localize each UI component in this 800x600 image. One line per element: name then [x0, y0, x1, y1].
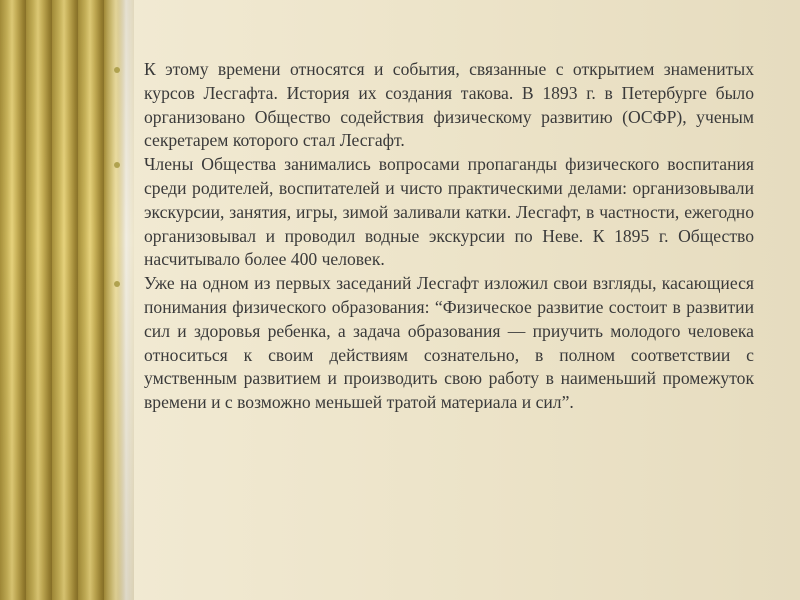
bullet-dot-icon [114, 67, 120, 73]
bullet-item-1 [112, 58, 754, 153]
bullet-dot-icon [114, 281, 120, 287]
bullet-dot-icon [114, 162, 120, 168]
bullet-item-2 [112, 153, 754, 272]
bullet-text-2: Члены Общества занимались вопросами пропаганды физического воспитания среди родителей, воспитателей и чисто практическими делами: организовывали экскурсии, занятия, игры, зимой заливали катки. Лесгафт, в частности, ежегодно организовывал и проводил водные экскурсии по Неве. К 1895 г. Общество насчитывало более 400 человек. [144, 154, 754, 270]
bullet-text-1: К этому времени относятся и события, связанные с открытием знаменитых курсов Лесгафта. История их создания такова. В 1893 г. в Петербурге было организовано Общество содействия физическому развитию (ОСФР), ученым секретарем которого стал Лесгафт. [144, 59, 754, 151]
bullet-text-3: Уже на одном из первых заседаний Лесгафт изложил свои взгляды, касающиеся понимания физического образования: “Физическое развитие состоит в развитии сил и здоровья ребенка, а задача образования — приучить молодого человека относиться к своим действиям сознательно, в полном соответствии с умственным развитием и производить свою работу в наименьший промежуток времени и с возможно меньшей тратой материала и сил”. [144, 273, 754, 413]
bullet-list [112, 58, 754, 415]
bullet-item-3 [112, 272, 754, 415]
